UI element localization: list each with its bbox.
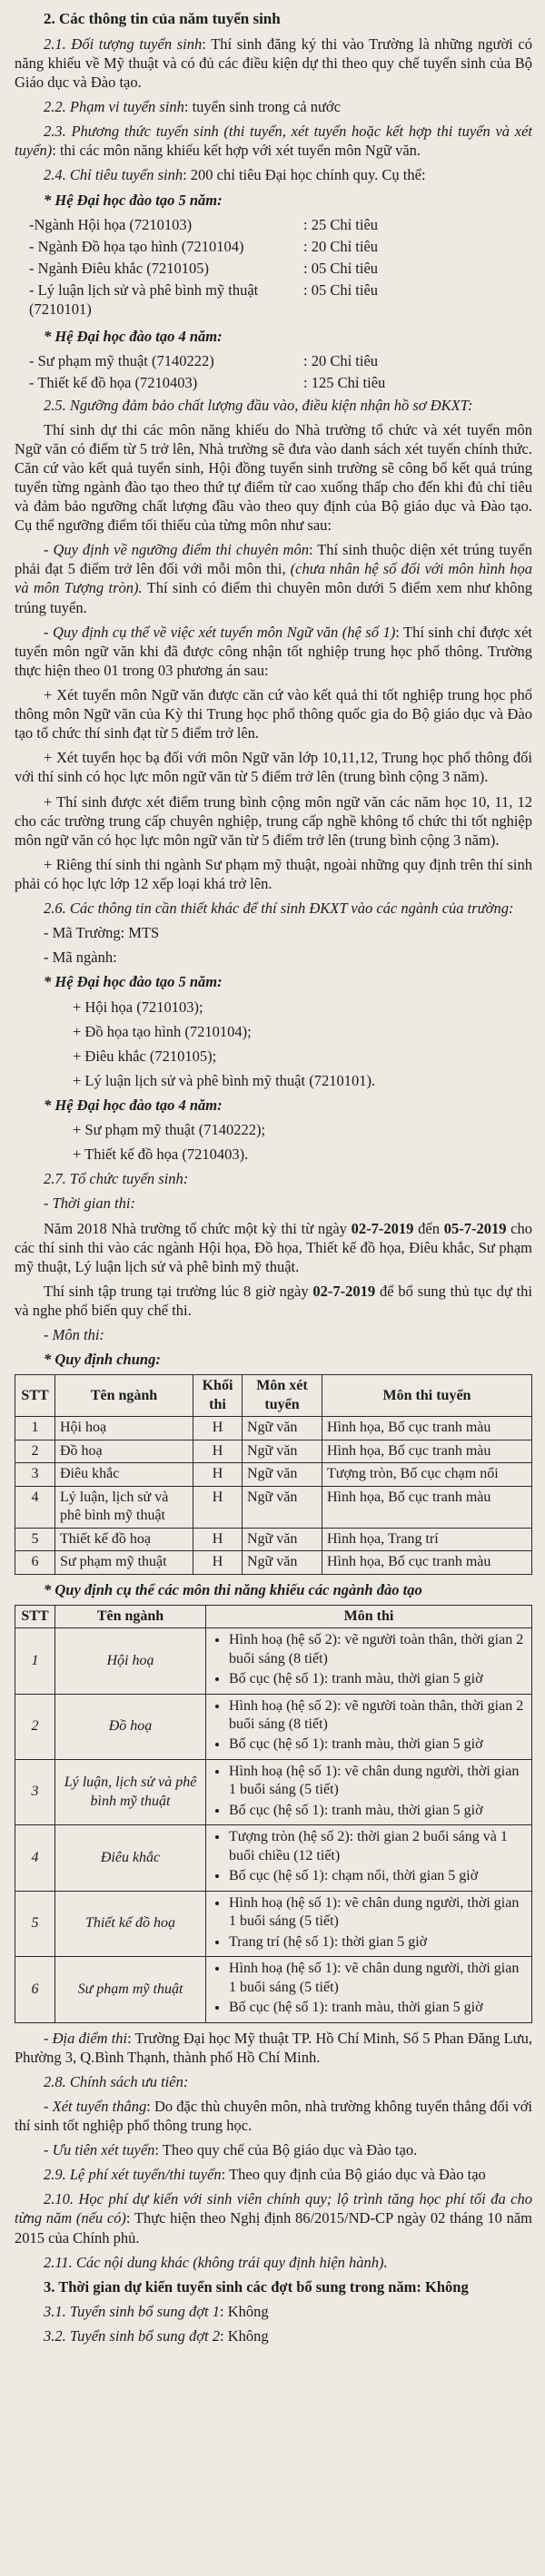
table-cell: 1 [15,1417,55,1440]
para-2-3-text: : thi các môn năng khiếu kết hợp với xét tuyển môn Ngữ văn. [52,142,421,160]
table-cell: Đồ hoạ [55,1440,193,1462]
rule-literature-text: : Thí sinh chỉ được xét tuyển môn ngữ văn khi đã được công nhận tốt nghiệp trung học phổ thông. Trường thực hiện theo 01 trong 03 phương án sau: [15,623,532,679]
para-2-1-text: : Thí sinh đăng ký thi vào Trường là những người có năng khiếu về Mỹ thuật và có đủ các điều kiện dự thi theo quy chế tuyển sinh của Bộ Giáo dục và Đào tạo. [15,34,532,91]
table-cell: 4 [15,1486,55,1528]
quota-name: - Thiết kế đồ họa (7210403) [29,374,198,392]
list-item [15,259,532,278]
para-2-3-label: 2.3. Phương thức tuyển sinh (thi tuyển, xét tuyển hoặc kết hợp thi tuyển và xét tuyển) [15,123,532,160]
table-cell: 2 [15,1440,55,1462]
quota-name: - Lý luận lịch sử và phê bình mỹ thuật (7210101) [29,280,259,319]
list-item: • Hình hoạ (hệ số 1): vẽ chân dung người, thời gian 1 buổi sáng (5 tiết) [229,1960,527,1997]
list-item: + Lý luận lịch sử và phê bình mỹ thuật (7210101). [73,1071,376,1089]
table-cell: 4 [15,1825,55,1891]
para-2-4-text: : 200 chỉ tiêu Đại học chính quy. Cụ thể: [183,166,426,184]
gathering-date: 02-7-2019 [312,1282,376,1300]
para-3-2 [15,2326,532,2345]
para-2-1-label: 2.1. Đối tượng tuyển sinh [44,34,203,53]
list-item [15,237,532,256]
table-cell: H [193,1551,243,1574]
table-cell: 3 [15,1759,55,1824]
section-2-title: 2. Các thông tin của năm tuyển sinh [44,10,281,27]
table-cell [206,1759,532,1824]
para-2-1 [15,34,532,92]
table-row [15,1528,532,1550]
table-header: Tên ngành [55,1605,206,1627]
exam-time-label: - Thời gian thi: [44,1195,135,1213]
table-row [15,1957,532,2022]
direct-admission-text: : Do đặc thù chuyên môn, nhà trường không tuyển thẳng đối với thí sinh tốt nghiệp phổ thông trung học. [15,2097,532,2134]
table-cell [206,1957,532,2022]
list-item: • Bố cục (hệ số 1): tranh màu, thời gian 5 giờ [229,1802,527,1820]
table-cell: H [193,1417,243,1440]
para-3-1-label: 3.1. Tuyển sinh bổ sung đợt 1 [44,2302,220,2320]
quota-value: : 25 Chỉ tiêu [303,215,379,233]
para-2-5-text: Thí sinh dự thi các môn năng khiếu do Nhà trường tổ chức và xét tuyển môn Ngữ văn có điểm từ 5 trở lên, Nhà trường sẽ đưa vào danh sách xét tuyển chính thức. Căn cứ vào kết quả tuyển sinh, Hội đồng tuyển sinh trường sẽ công bố kết quả trúng tuyển từng ngành đào tạo theo thứ tự điểm từ cao xuống thấp cho đến khi đủ chỉ tiêu và đảm bảo ngưỡng chất lượng đầu vào theo quy định của Bộ giáo dục và Đào tạo. Cụ thể ngưỡng điểm tối thiểu của từng môn như sau: [15,420,532,535]
table-cell: Hội hoạ [55,1628,206,1694]
option-3: + Thí sinh được xét điểm trung bình cộng môn ngữ văn các năm học 10, 11, 12 cho các trường trung cấp chuyên nghiệp, trung cấp nghề không tổ chức thi tốt nghiệp môn ngữ văn có học lực môn ngữ văn từ 5 điểm trở lên (trung bình cộng 3 năm). [15,792,532,849]
list-item [15,351,532,370]
table-cell: 3 [15,1463,55,1486]
table-row [15,1551,532,1574]
table-header: STT [15,1375,55,1417]
para-3-1-text: : Không [219,2302,269,2320]
para-2-7: 2.7. Tổ chức tuyển sinh: [44,1170,189,1188]
rule-threshold-note: (chưa nhân hệ số đối với môn hình họa và môn Tượng tròn). [15,560,532,597]
table-cell [206,1891,532,1956]
table-cell [206,1825,532,1891]
exam-time-text-a: Năm 2018 Nhà trường tổ chức một kỳ thi từ ngày [44,1219,352,1237]
para-2-2 [15,97,532,116]
quota-5yr-list [15,215,532,320]
quota-value: : 05 Chỉ tiêu [303,259,379,277]
table-cell: Điêu khắc [55,1825,206,1891]
table-cell: Hội hoạ [55,1417,193,1440]
major-code-label: - Mã ngành: [44,949,117,967]
exam-time-text-c: cho các thí sinh thi vào các ngành Hội họa, Đồ họa, Thiết kế đồ họa, Điêu khắc, Sư phạm mỹ thuật, Lý luận lịch sử và phê bình mỹ thuật. [15,1219,533,1275]
table-row [15,1694,532,1759]
rule-threshold-text: : Thí sinh thuộc diện xét trúng tuyển phải đạt 5 điểm trở lên đối với mỗi môn thi, [15,541,532,578]
exam-location [15,2029,532,2067]
table-cell: Ngữ văn [243,1551,322,1574]
option-1: + Xét tuyển môn Ngữ văn được căn cứ vào kết quả thi tốt nghiệp trung học phổ thông môn Ngữ văn của Kỳ thi Trung học phổ thông quốc gia do Bộ giáo dục và Đào tạo tổ chức thí sinh đạt từ 5 điểm trở lên. [15,686,532,742]
table-cell: Tượng tròn, Bố cục chạm nổi [322,1463,532,1486]
exam-location-text: : Trường Đại học Mỹ thuật TP. Hồ Chí Minh, Số 5 Phan Đăng Lưu, Phường 3, Q.Bình Thạnh, thành phố Hồ Chí Minh. [15,2029,532,2066]
list-item: + Thiết kế đồ họa (7210403). [73,1145,249,1164]
table-header: Tên ngành [55,1375,193,1417]
quota-5yr-title: * Hệ Đại học đào tạo 5 năm: [44,191,223,209]
option-4: + Riêng thí sinh thi ngành Sư phạm mỹ thuật, ngoài những quy định trên thí sinh phải có học lực lớp 12 xếp loại khá trở lên. [15,855,532,893]
quota-4yr-title: * Hệ Đại học đào tạo 4 năm: [44,328,223,346]
para-2-8: 2.8. Chính sách ưu tiên: [44,2072,189,2090]
table-row [15,1463,532,1486]
rule-literature [15,623,532,680]
para-2-9 [15,2165,532,2184]
table-header: Khối thi [193,1375,243,1417]
specific-rules-title: * Quy định cụ thể các môn thi năng khiếu các ngành đào tạo [44,1580,422,1598]
table-cell: 6 [15,1957,55,2022]
rule-threshold [15,540,532,616]
school-code: - Mã Trường: MTS [44,924,160,942]
quota-value: : 05 Chỉ tiêu [303,280,379,299]
quota-name: - Ngành Điêu khắc (7210105) [29,259,209,277]
gathering-text-b: để bổ sung thủ tục dự thi và nghe phổ biến quy chế thi. [15,1282,532,1319]
table-cell: Thiết kế đồ hoạ [55,1891,206,1956]
table-cell: Lý luận, lịch sử và phê bình mỹ thuật [55,1759,206,1824]
list-item: • Hình hoạ (hệ số 1): vẽ chân dung người, thời gian 1 buổi sáng (5 tiết) [229,1763,527,1800]
specific-rules-table [15,1605,532,2023]
exam-location-label: - Địa điểm thi [44,2029,128,2047]
quota-4yr-list [15,351,532,392]
para-2-11: 2.11. Các nội dung khác (không trái quy định hiện hành). [44,2253,388,2271]
para-2-5-label: 2.5. Ngưỡng đảm bảo chất lượng đầu vào, điều kiện nhận hồ sơ ĐKXT: [44,396,473,414]
table-header: Môn xét tuyển [243,1375,322,1417]
exam-end-date: 05-7-2019 [443,1219,507,1237]
table-header-row [15,1605,532,1627]
list-item: • Trang trí (hệ số 1): thời gian 5 giờ [229,1933,527,1952]
table-cell: Hình họa, Trang trí [322,1528,532,1550]
direct-admission [15,2097,532,2135]
table-row [15,1440,532,1462]
table-header: Môn thi [206,1605,532,1627]
para-2-9-label: 2.9. Lệ phí xét tuyển/thi tuyển [44,2166,222,2184]
quota-name: - Sư phạm mỹ thuật (7140222) [29,352,214,370]
table-cell: Sư phạm mỹ thuật [55,1551,193,1574]
table-cell: Ngữ văn [243,1440,322,1462]
table-row [15,1891,532,1956]
table-row [15,1486,532,1528]
subjects-label: - Môn thi: [44,1326,104,1344]
general-rules-title: * Quy định chung: [44,1351,161,1369]
section-3-title: 3. Thời gian dự kiến tuyển sinh các đợt bổ sung trong năm: Không [44,2277,469,2296]
table-cell: H [193,1486,243,1528]
table-cell: Sư phạm mỹ thuật [55,1957,206,2022]
table-cell: Ngữ văn [243,1417,322,1440]
list-item: • Hình hoạ (hệ số 2): vẽ người toàn thân, thời gian 2 buổi sáng (8 tiết) [229,1631,527,1668]
table-header-row [15,1375,532,1417]
list-item: • Hình hoạ (hệ số 2): vẽ người toàn thân, thời gian 2 buổi sáng (8 tiết) [229,1697,527,1735]
quota-value: : 125 Chỉ tiêu [303,374,386,392]
para-2-4-label: 2.4. Chỉ tiêu tuyển sinh [44,166,183,184]
priority-admission-text: : Theo quy chế của Bộ giáo dục và Đào tạo. [154,2141,418,2159]
list-item: • Bố cục (hệ số 1): tranh màu, thời gian 5 giờ [229,1670,527,1688]
priority-admission [15,2140,532,2159]
table-cell: 1 [15,1628,55,1694]
quota-name: -Ngành Hội họa (7210103) [29,215,193,233]
para-2-4 [15,165,532,184]
rule-threshold-tail: Thí sinh có điểm thi chuyên môn dưới 5 điểm xem như không trúng tuyển. [15,579,532,616]
list-item [15,280,532,319]
general-rules-table [15,1374,532,1574]
para-2-3 [15,122,532,160]
list-item: • Hình hoạ (hệ số 1): vẽ chân dung người, thời gian 1 buổi sáng (5 tiết) [229,1894,527,1932]
quota-value: : 20 Chỉ tiêu [303,237,379,255]
gathering-text-a: Thí sinh tập trung tại trường lúc 8 giờ ngày [44,1282,313,1300]
para-2-10 [15,2189,532,2247]
table-cell: Hình họa, Bố cục tranh màu [322,1486,532,1528]
list-item: + Hội họa (7210103); [73,998,203,1016]
rule-literature-label: - Quy định cụ thể về việc xét tuyển môn Ngữ văn (hệ số 1) [44,623,396,641]
quota-name: - Ngành Đồ họa tạo hình (7210104) [29,237,244,255]
list-item: + Sư phạm mỹ thuật (7140222); [73,1121,266,1139]
quota-value: : 20 Chỉ tiêu [303,352,379,370]
exam-time-text [15,1219,532,1276]
para-2-10-label: 2.10. Học phí dự kiến với sinh viên chính quy; lộ trình tăng học phí tối đa cho từng năm (nếu có) [15,2190,532,2227]
table-cell: Ngữ văn [243,1463,322,1486]
table-cell: 5 [15,1891,55,1956]
table-header: Môn thi tuyển [322,1375,532,1417]
list-item: + Điêu khắc (7210105); [73,1047,217,1065]
table-cell: Hình họa, Bố cục tranh màu [322,1551,532,1574]
para-2-2-text: : tuyển sinh trong cả nước [183,98,341,116]
table-cell: Hình họa, Bố cục tranh màu [322,1417,532,1440]
para-3-1 [15,2302,532,2321]
table-cell: Lý luận, lịch sử và phê bình mỹ thuật [55,1486,193,1528]
table-cell: 2 [15,1694,55,1759]
para-2-6: 2.6. Các thông tin cần thiết khác để thí sinh ĐKXT vào các ngành của trường: [44,900,514,918]
table-cell: Hình họa, Bố cục tranh màu [322,1440,532,1462]
list-item: • Tượng tròn (hệ số 2): thời gian 2 buổi sáng và 1 buổi chiều (12 tiết) [229,1828,527,1865]
rule-threshold-label: - Quy định về ngưỡng điểm thi chuyên môn [44,541,309,559]
list-item: + Đồ họa tạo hình (7210104); [73,1022,252,1040]
table-cell: Điêu khắc [55,1463,193,1486]
direct-admission-label: - Xét tuyển thẳng [44,2097,147,2115]
list-item: • Bố cục (hệ số 1): tranh màu, thời gian 5 giờ [229,1999,527,2017]
code-4yr-title: * Hệ Đại học đào tạo 4 năm: [44,1096,223,1114]
para-2-2-label: 2.2. Phạm vi tuyển sinh [44,98,184,116]
list-item: • Bố cục (hệ số 1): tranh màu, thời gian 5 giờ [229,1735,527,1754]
option-2: + Xét tuyển học bạ đối với môn Ngữ văn lớp 10,11,12, Trung học phổ thông đối với thí sinh có học lực môn ngữ văn từ 5 điểm trở lên (trung bình cộng 3 năm). [15,749,532,786]
table-cell [206,1628,532,1694]
list-item [15,215,532,234]
code-5yr-title: * Hệ Đại học đào tạo 5 năm: [44,973,223,991]
table-row [15,1417,532,1440]
table-cell: 6 [15,1551,55,1574]
table-cell: H [193,1463,243,1486]
table-cell: Đồ hoạ [55,1694,206,1759]
table-cell: Ngữ văn [243,1528,322,1550]
table-row [15,1628,532,1694]
para-3-2-text: : Không [219,2326,269,2345]
priority-admission-label: - Ưu tiên xét tuyển [44,2141,155,2159]
table-cell: H [193,1528,243,1550]
exam-start-date: 02-7-2019 [351,1219,414,1237]
exam-time-text-b: đến [413,1219,444,1237]
table-row [15,1759,532,1824]
table-row [15,1825,532,1891]
table-header: STT [15,1605,55,1627]
table-cell: H [193,1440,243,1462]
table-cell [206,1694,532,1759]
para-3-2-label: 3.2. Tuyển sinh bổ sung đợt 2 [44,2326,220,2345]
list-item [15,373,532,392]
table-cell: 5 [15,1528,55,1550]
list-item: • Bố cục (hệ số 1): chạm nổi, thời gian 5 giờ [229,1867,527,1885]
para-2-9-text: : Theo quy định của Bộ giáo dục và Đào tạo [221,2166,486,2184]
gathering-text [15,1282,532,1320]
table-cell: Ngữ văn [243,1486,322,1528]
table-cell: Thiết kế đồ hoạ [55,1528,193,1550]
para-2-10-text: : Thực hiện theo Nghị định 86/2015/ND-CP ngày 02 tháng 10 năm 2015 của Chính phủ. [15,2209,533,2247]
